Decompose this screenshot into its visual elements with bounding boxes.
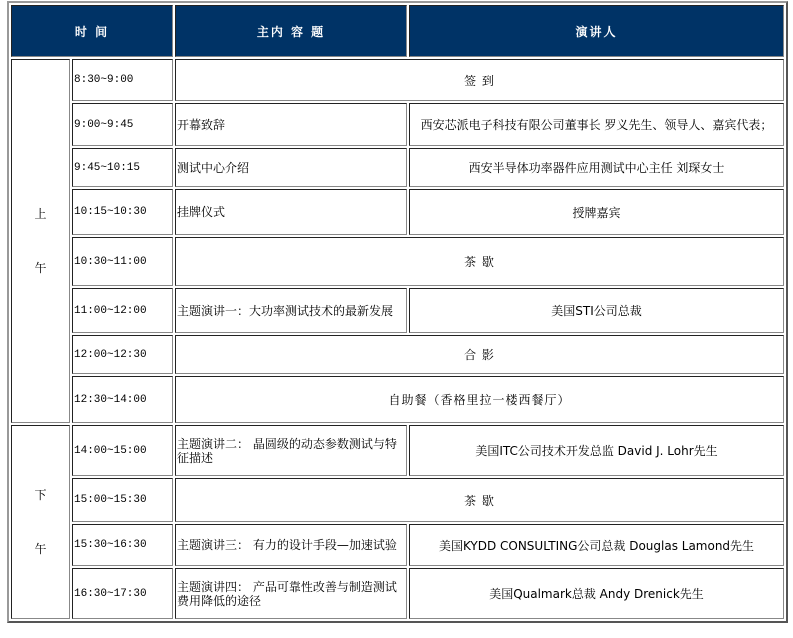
time-cell: 15:30~16:30 — [72, 524, 173, 566]
period-afternoon: 下 午 — [11, 425, 70, 619]
time-cell: 12:00~12:30 — [72, 335, 173, 374]
speaker-cell: 美国KYDD CONSULTING公司总裁 Douglas Lamond先生 — [409, 524, 784, 566]
time-cell: 10:15~10:30 — [72, 189, 173, 235]
topic-cell: 主题演讲二： 晶圆级的动态参数测试与特征描述 — [175, 425, 407, 476]
table-row — [11, 103, 784, 146]
topic-cell: 测试中心介绍 — [175, 148, 407, 187]
topic-cell: 主题演讲一：大功率测试技术的最新发展 — [175, 288, 407, 333]
period-morning: 上 午 — [11, 59, 70, 423]
table-row — [11, 524, 784, 566]
header-row — [11, 5, 784, 57]
event-cell: 合 影 — [175, 335, 784, 374]
time-cell: 16:30~17:30 — [72, 568, 173, 619]
header-time: 时 间 — [11, 5, 173, 57]
topic-cell: 主题演讲四： 产品可靠性改善与制造测试费用降低的途径 — [175, 568, 407, 619]
event-cell: 自助餐（香格里拉一楼西餐厅） — [175, 376, 784, 423]
schedule-table — [7, 1, 788, 623]
topic-cell: 主题演讲三： 有力的设计手段—加速试验 — [175, 524, 407, 566]
time-cell: 9:45~10:15 — [72, 148, 173, 187]
table-row — [11, 335, 784, 374]
time-cell: 9:00~9:45 — [72, 103, 173, 146]
table-row — [11, 189, 784, 235]
table-row — [11, 288, 784, 333]
time-cell: 8:30~9:00 — [72, 59, 173, 101]
event-cell: 签 到 — [175, 59, 784, 101]
topic-cell: 开幕致辞 — [175, 103, 407, 146]
speaker-cell: 美国ITC公司技术开发总监 David J. Lohr先生 — [409, 425, 784, 476]
table-row — [11, 568, 784, 619]
table-row — [11, 376, 784, 423]
event-cell: 茶 歇 — [175, 478, 784, 522]
speaker-cell: 美国STI公司总裁 — [409, 288, 784, 333]
time-cell: 12:30~14:00 — [72, 376, 173, 423]
topic-cell: 挂牌仪式 — [175, 189, 407, 235]
speaker-cell: 西安芯派电子科技有限公司董事长 罗义先生、领导人、嘉宾代表； — [409, 103, 784, 146]
speaker-cell: 美国Qualmark总裁 Andy Drenick先生 — [409, 568, 784, 619]
table-row — [11, 148, 784, 187]
time-cell: 14:00~15:00 — [72, 425, 173, 476]
header-topic: 主内 容 题 — [175, 5, 407, 57]
speaker-cell: 西安半导体功率器件应用测试中心主任 刘琛女士 — [409, 148, 784, 187]
table-row — [11, 425, 784, 476]
event-cell: 茶 歇 — [175, 237, 784, 286]
header-speaker: 演讲人 — [409, 5, 784, 57]
table-row — [11, 478, 784, 522]
time-cell: 15:00~15:30 — [72, 478, 173, 522]
time-cell: 11:00~12:00 — [72, 288, 173, 333]
table-row — [11, 59, 784, 101]
speaker-cell: 授牌嘉宾 — [409, 189, 784, 235]
table-row — [11, 237, 784, 286]
time-cell: 10:30~11:00 — [72, 237, 173, 286]
